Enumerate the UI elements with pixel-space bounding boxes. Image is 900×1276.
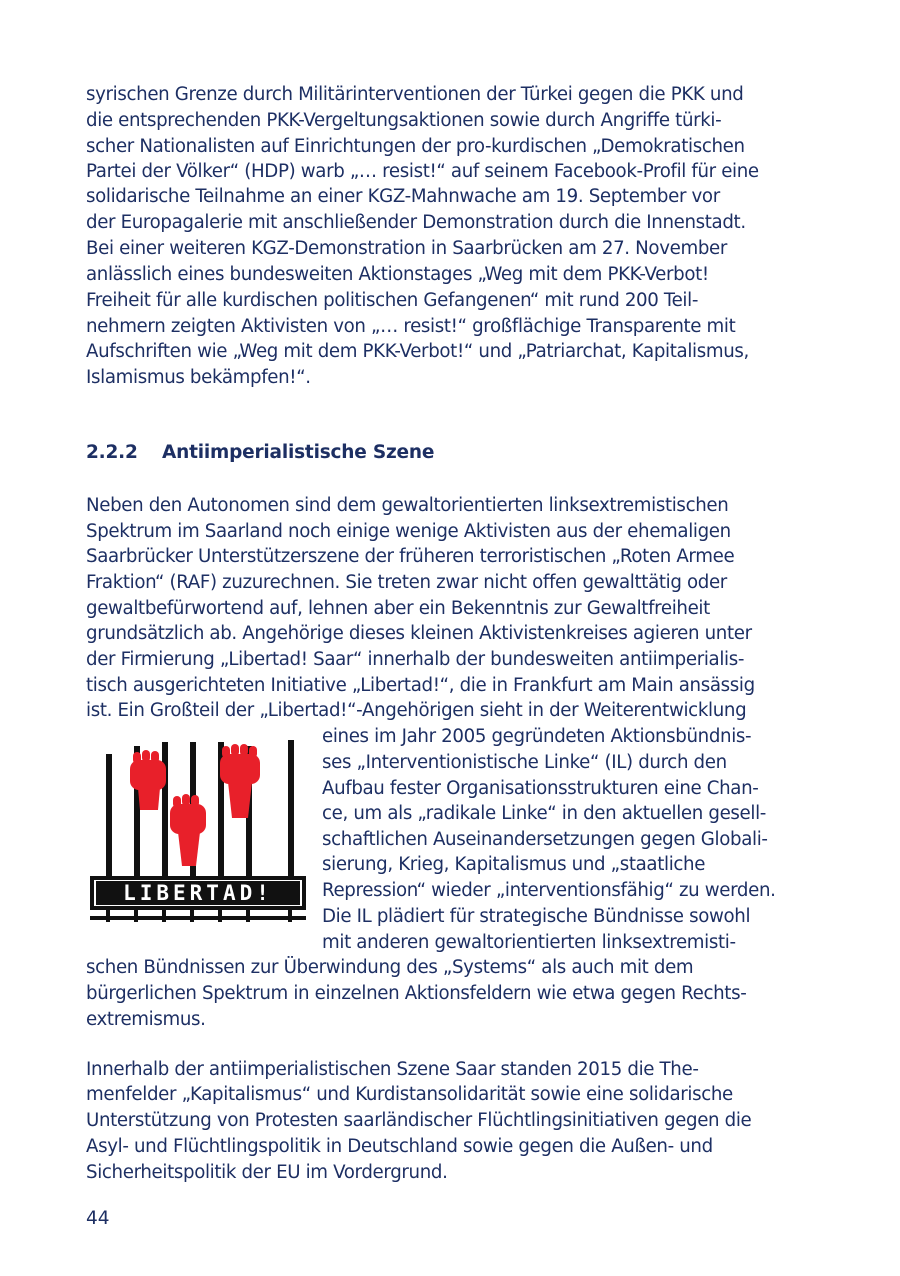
text-line: Neben den Autonomen sind dem gewaltorientierten linksextremistischen [86, 495, 729, 516]
text-line: Partei der Völker“ (HDP) warb „… resist!“ auf seinem Facebook-Profil für eine [86, 161, 759, 182]
text-line: Repression“ wieder „interventionsfähig“ zu werden. [322, 880, 776, 901]
libertad-logo [86, 740, 306, 936]
text-line: Aufbau fester Organisationsstrukturen eine Chan- [322, 778, 759, 799]
text-line: ce, um als „radikale Linke“ in den aktuellen gesell- [322, 803, 766, 824]
text-line: Freiheit für alle kurdischen politischen Gefangenen“ mit rund 200 Teil- [86, 290, 699, 311]
base-rail [90, 910, 306, 922]
text-line: sierung, Krieg, Kapitalismus und „staatliche [322, 854, 706, 875]
text-line: ses „Interventionistische Linke“ (IL) durch den [322, 752, 727, 773]
text-line: anlässlich eines bundesweiten Aktionstages „Weg mit dem PKK-Verbot! [86, 264, 709, 285]
text-line: Innerhalb der antiimperialistischen Szene Saar standen 2015 die The- [86, 1059, 699, 1080]
text-line: Asyl- und Flüchtlingspolitik in Deutschland sowie gegen die Außen- und [86, 1136, 713, 1157]
text-line: solidarische Teilnahme an einer KGZ-Mahnwache am 19. September vor [86, 186, 720, 207]
text-line: bürgerlichen Spektrum in einzelnen Aktionsfeldern wie etwa gegen Rechts- [86, 983, 747, 1004]
text-line: Sicherheitspolitik der EU im Vordergrund. [86, 1162, 448, 1183]
text-line: Fraktion“ (RAF) zuzurechnen. Sie treten zwar nicht offen gewalttätig oder [86, 572, 727, 593]
text-line: Saarbrücker Unterstützerszene der früheren terroristischen „Roten Armee [86, 546, 735, 567]
text-line: syrischen Grenze durch Militärinterventionen der Türkei gegen die PKK und [86, 84, 744, 105]
text-line: Unterstützung von Protesten saarländischer Flüchtlingsinitiativen gegen die [86, 1110, 752, 1131]
text-line: Islamismus bekämpfen!“. [86, 367, 311, 388]
text-line: der Firmierung „Libertad! Saar“ innerhalb der bundesweiten antiimperialis- [86, 649, 745, 670]
text-line: tisch ausgerichteten Initiative „Libertad!“, die in Frankfurt am Main ansässig [86, 675, 755, 696]
text-line: scher Nationalisten auf Einrichtungen der pro-kurdischen „Demokratischen [86, 136, 745, 157]
text-line: ist. Ein Großteil der „Libertad!“-Angehörigen sieht in der Weiterentwicklung [86, 700, 747, 721]
text-line: nehmern zeigten Aktivisten von „… resist!“ großflächige Transparente mit [86, 316, 736, 337]
text-line: der Europagalerie mit anschließender Demonstration durch die Innenstadt. [86, 212, 746, 233]
text-line: menfelder „Kapitalismus“ und Kurdistansolidarität sowie eine solidarische [86, 1084, 733, 1105]
text-line: Aufschriften wie „Weg mit dem PKK-Verbot!“ und „Patriarchat, Kapitalismus, [86, 341, 749, 362]
page-number: 44 [86, 1208, 110, 1229]
text-line: extremismus. [86, 1009, 206, 1030]
text-line: schaftlichen Auseinandersetzungen gegen Globali- [322, 829, 768, 850]
text-line: gewaltbefürwortend auf, lehnen aber ein Bekenntnis zur Gewaltfreiheit [86, 598, 710, 619]
text-line: Die IL plädiert für strategische Bündnisse sowohl [322, 906, 751, 927]
text-line: eines im Jahr 2005 gegründeten Aktionsbündnis- [322, 726, 752, 747]
text-line: Bei einer weiteren KGZ-Demonstration in Saarbrücken am 27. November [86, 238, 727, 259]
text-line: die entsprechenden PKK-Vergeltungsaktionen sowie durch Angriffe türki- [86, 110, 722, 131]
text-line: grundsätzlich ab. Angehörige dieses kleinen Aktivistenkreises agieren unter [86, 623, 752, 644]
logo-text: LIBERTAD! [123, 881, 273, 905]
banner [90, 876, 306, 910]
section-number: 2.2.2 [86, 442, 138, 463]
section-title: Antiimperialistische Szene [162, 442, 435, 463]
text-line: mit anderen gewaltorientierten linksextremisti- [322, 932, 736, 953]
section-heading [86, 440, 434, 466]
text-line: schen Bündnissen zur Überwindung des „Systems“ als auch mit dem [86, 957, 694, 978]
text-line: Spektrum im Saarland noch einige wenige Aktivisten aus der ehemaligen [86, 521, 731, 542]
